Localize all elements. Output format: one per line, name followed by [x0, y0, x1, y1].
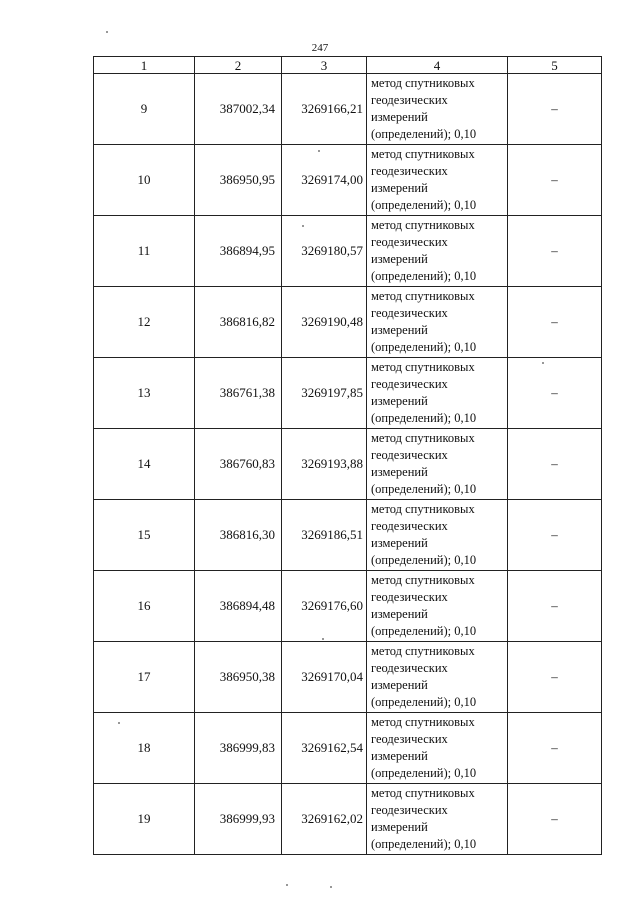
- method-line: измерений: [371, 252, 428, 266]
- method-line: (определений); 0,10: [371, 127, 477, 141]
- method-line: метод спутниковых: [371, 289, 475, 303]
- x-coordinate-cell: 387002,34: [195, 74, 282, 145]
- method-line: (определений); 0,10: [371, 553, 477, 567]
- note-cell: –: [508, 500, 602, 571]
- y-coordinate-cell: 3269166,21: [282, 74, 367, 145]
- table-row: [94, 74, 602, 145]
- point-number-cell: 16: [94, 571, 195, 642]
- note-cell: –: [508, 429, 602, 500]
- y-coordinate-cell: 3269197,85: [282, 358, 367, 429]
- point-number-cell: 19: [94, 784, 195, 855]
- method-line: измерений: [371, 394, 428, 408]
- method-line: (определений); 0,10: [371, 411, 477, 425]
- point-number-cell: 10: [94, 145, 195, 216]
- method-line: метод спутниковых: [371, 360, 475, 374]
- x-coordinate-cell: 386950,95: [195, 145, 282, 216]
- x-coordinate-cell: 386816,30: [195, 500, 282, 571]
- scan-speck: [542, 362, 544, 364]
- point-number-cell: 14: [94, 429, 195, 500]
- method-line: геодезических: [371, 164, 448, 178]
- scan-speck: [322, 638, 324, 640]
- method-line: измерений: [371, 536, 428, 550]
- method-line: измерений: [371, 181, 428, 195]
- method-line: геодезических: [371, 306, 448, 320]
- x-coordinate-cell: 386999,83: [195, 713, 282, 784]
- column-header-2: 2: [195, 57, 282, 74]
- x-coordinate-cell: 386761,38: [195, 358, 282, 429]
- table-row: [94, 784, 602, 855]
- y-coordinate-cell: 3269193,88: [282, 429, 367, 500]
- method-cell: [367, 500, 508, 571]
- table-header-row: [94, 57, 602, 74]
- method-line: геодезических: [371, 93, 448, 107]
- method-line: геодезических: [371, 590, 448, 604]
- point-number-cell: 15: [94, 500, 195, 571]
- y-coordinate-cell: 3269190,48: [282, 287, 367, 358]
- method-line: геодезических: [371, 661, 448, 675]
- method-line: измерений: [371, 749, 428, 763]
- table-row: [94, 216, 602, 287]
- table-body: [94, 74, 602, 855]
- method-line: измерений: [371, 678, 428, 692]
- point-number-cell: 11: [94, 216, 195, 287]
- method-line: метод спутниковых: [371, 147, 475, 161]
- scan-speck: [106, 31, 108, 33]
- method-cell: [367, 429, 508, 500]
- y-coordinate-cell: 3269170,04: [282, 642, 367, 713]
- point-number-cell: 12: [94, 287, 195, 358]
- method-line: (определений); 0,10: [371, 269, 477, 283]
- coordinates-table: [93, 56, 602, 855]
- method-line: (определений); 0,10: [371, 837, 477, 851]
- method-line: метод спутниковых: [371, 218, 475, 232]
- method-line: геодезических: [371, 377, 448, 391]
- method-line: измерений: [371, 820, 428, 834]
- note-cell: –: [508, 287, 602, 358]
- table-row: [94, 713, 602, 784]
- scan-speck: [318, 150, 320, 152]
- method-cell: [367, 358, 508, 429]
- scan-speck: [330, 886, 332, 888]
- note-cell: –: [508, 713, 602, 784]
- note-cell: –: [508, 642, 602, 713]
- y-coordinate-cell: 3269174,00: [282, 145, 367, 216]
- table-row: [94, 642, 602, 713]
- method-line: (определений); 0,10: [371, 766, 477, 780]
- note-cell: –: [508, 358, 602, 429]
- x-coordinate-cell: 386760,83: [195, 429, 282, 500]
- x-coordinate-cell: 386816,82: [195, 287, 282, 358]
- method-line: измерений: [371, 465, 428, 479]
- point-number-cell: 9: [94, 74, 195, 145]
- method-line: измерений: [371, 323, 428, 337]
- method-cell: [367, 571, 508, 642]
- method-line: метод спутниковых: [371, 786, 475, 800]
- method-line: геодезических: [371, 448, 448, 462]
- table-row: [94, 429, 602, 500]
- x-coordinate-cell: 386999,93: [195, 784, 282, 855]
- method-line: метод спутниковых: [371, 502, 475, 516]
- note-cell: –: [508, 74, 602, 145]
- table-row: [94, 287, 602, 358]
- column-header-1: 1: [94, 57, 195, 74]
- method-line: метод спутниковых: [371, 431, 475, 445]
- point-number-cell: 18: [94, 713, 195, 784]
- x-coordinate-cell: 386950,38: [195, 642, 282, 713]
- method-line: геодезических: [371, 803, 448, 817]
- page-number: 247: [311, 42, 329, 54]
- method-line: геодезических: [371, 732, 448, 746]
- table-row: [94, 500, 602, 571]
- method-cell: [367, 145, 508, 216]
- y-coordinate-cell: 3269180,57: [282, 216, 367, 287]
- x-coordinate-cell: 386894,95: [195, 216, 282, 287]
- table-row: [94, 358, 602, 429]
- method-cell: [367, 784, 508, 855]
- method-cell: [367, 287, 508, 358]
- method-cell: [367, 74, 508, 145]
- column-header-5: 5: [508, 57, 602, 74]
- method-line: (определений); 0,10: [371, 624, 477, 638]
- y-coordinate-cell: 3269162,54: [282, 713, 367, 784]
- method-line: метод спутниковых: [371, 76, 475, 90]
- column-header-3: 3: [282, 57, 367, 74]
- method-line: (определений); 0,10: [371, 695, 477, 709]
- point-number-cell: 13: [94, 358, 195, 429]
- table-row: [94, 571, 602, 642]
- scan-speck: [286, 884, 288, 886]
- method-line: измерений: [371, 110, 428, 124]
- method-line: геодезических: [371, 235, 448, 249]
- method-cell: [367, 216, 508, 287]
- method-line: геодезических: [371, 519, 448, 533]
- method-line: измерений: [371, 607, 428, 621]
- y-coordinate-cell: 3269176,60: [282, 571, 367, 642]
- y-coordinate-cell: 3269186,51: [282, 500, 367, 571]
- method-line: метод спутниковых: [371, 573, 475, 587]
- scan-speck: [118, 722, 120, 724]
- scan-speck: [302, 225, 304, 227]
- column-header-4: 4: [367, 57, 508, 74]
- point-number-cell: 17: [94, 642, 195, 713]
- note-cell: –: [508, 784, 602, 855]
- method-line: (определений); 0,10: [371, 198, 477, 212]
- method-line: (определений); 0,10: [371, 340, 477, 354]
- note-cell: –: [508, 145, 602, 216]
- method-line: (определений); 0,10: [371, 482, 477, 496]
- y-coordinate-cell: 3269162,02: [282, 784, 367, 855]
- note-cell: –: [508, 216, 602, 287]
- table-row: [94, 145, 602, 216]
- method-cell: [367, 713, 508, 784]
- method-line: метод спутниковых: [371, 644, 475, 658]
- method-line: метод спутниковых: [371, 715, 475, 729]
- x-coordinate-cell: 386894,48: [195, 571, 282, 642]
- method-cell: [367, 642, 508, 713]
- note-cell: –: [508, 571, 602, 642]
